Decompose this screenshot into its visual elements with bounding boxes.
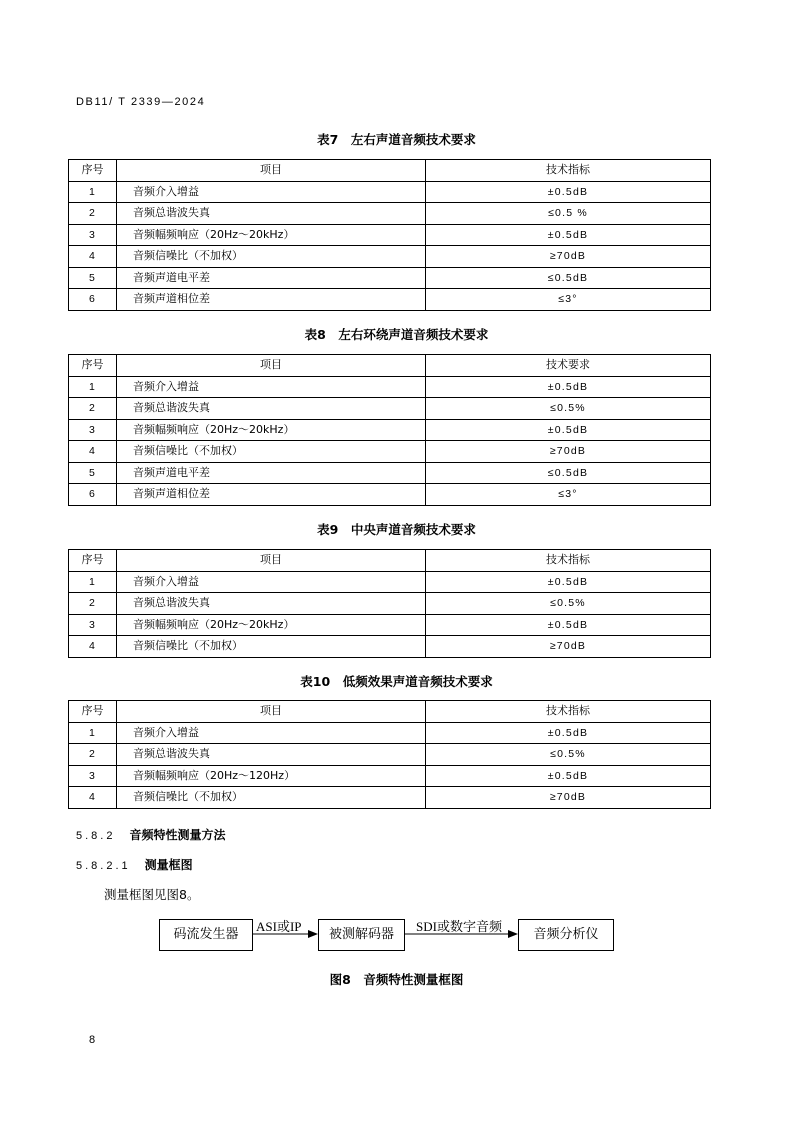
cell-no: 6 bbox=[69, 289, 117, 311]
arrow-label-2: SDI或数字音频 bbox=[416, 919, 502, 934]
cell-item: 音频信噪比（不加权） bbox=[117, 636, 426, 658]
cell-no: 2 bbox=[69, 398, 117, 420]
header-item: 项目 bbox=[117, 550, 426, 572]
header-spec: 技术要求 bbox=[426, 355, 711, 377]
cell-spec: ≤0.5% bbox=[426, 744, 711, 766]
cell-item: 音频总谐波失真 bbox=[117, 744, 426, 766]
cell-no: 4 bbox=[69, 636, 117, 658]
cell-spec: ≤0.5 % bbox=[426, 203, 711, 225]
subsection-number: 5.8.2.1 bbox=[76, 860, 131, 872]
cell-no: 5 bbox=[69, 462, 117, 484]
cell-item: 音频总谐波失真 bbox=[117, 398, 426, 420]
cell-spec: ±0.5dB bbox=[426, 765, 711, 787]
arrowhead-1-icon bbox=[308, 930, 318, 938]
header-no: 序号 bbox=[69, 355, 117, 377]
arrow-label-1: ASI或IP bbox=[256, 919, 302, 934]
cell-spec: ±0.5dB bbox=[426, 376, 711, 398]
cell-item: 音频幅频响应（20Hz～20kHz） bbox=[117, 614, 426, 636]
cell-spec: ≤0.5% bbox=[426, 398, 711, 420]
header-item: 项目 bbox=[117, 160, 426, 182]
table-caption-7: 表7 左右声道音频技术要求 bbox=[317, 132, 476, 147]
header-spec: 技术指标 bbox=[426, 701, 711, 723]
cell-spec: ±0.5dB bbox=[426, 571, 711, 593]
subsection-title: 测量框图 bbox=[144, 858, 193, 872]
header-no: 序号 bbox=[69, 701, 117, 723]
cell-item: 音频声道电平差 bbox=[117, 462, 426, 484]
cell-spec: ≤3° bbox=[426, 289, 711, 311]
cell-no: 4 bbox=[69, 787, 117, 809]
cell-spec: ±0.5dB bbox=[426, 722, 711, 744]
table-caption-8: 表8 左右环绕声道音频技术要求 bbox=[304, 327, 489, 342]
table-caption-10: 表10 低频效果声道音频技术要求 bbox=[300, 674, 493, 689]
cell-item: 音频幅频响应（20Hz～120Hz） bbox=[117, 765, 426, 787]
header-no: 序号 bbox=[69, 160, 117, 182]
cell-item: 音频信噪比（不加权） bbox=[117, 787, 426, 809]
cell-item: 音频声道相位差 bbox=[117, 289, 426, 311]
cell-item: 音频信噪比（不加权） bbox=[117, 246, 426, 268]
cell-spec: ±0.5dB bbox=[426, 181, 711, 203]
cell-item: 音频总谐波失真 bbox=[117, 203, 426, 225]
cell-spec: ±0.5dB bbox=[426, 419, 711, 441]
diagram-box-analyzer: 音频分析仪 bbox=[518, 919, 614, 951]
cell-no: 2 bbox=[69, 744, 117, 766]
table-caption-9: 表9 中央声道音频技术要求 bbox=[317, 522, 476, 537]
cell-no: 3 bbox=[69, 224, 117, 246]
cell-no: 6 bbox=[69, 484, 117, 506]
cell-no: 4 bbox=[69, 246, 117, 268]
cell-spec: ≥70dB bbox=[426, 787, 711, 809]
cell-no: 1 bbox=[69, 181, 117, 203]
cell-item: 音频介入增益 bbox=[117, 571, 426, 593]
page-number: 8 bbox=[89, 1034, 96, 1046]
cell-item: 音频介入增益 bbox=[117, 181, 426, 203]
cell-no: 1 bbox=[69, 376, 117, 398]
cell-no: 2 bbox=[69, 203, 117, 225]
cell-item: 音频信噪比（不加权） bbox=[117, 441, 426, 463]
cell-no: 3 bbox=[69, 614, 117, 636]
header-spec: 技术指标 bbox=[426, 160, 711, 182]
cell-item: 音频声道相位差 bbox=[117, 484, 426, 506]
figure-caption: 图8 音频特性测量框图 bbox=[329, 972, 464, 987]
cell-item: 音频介入增益 bbox=[117, 376, 426, 398]
cell-spec: ±0.5dB bbox=[426, 224, 711, 246]
arrowhead-2-icon bbox=[508, 930, 518, 938]
cell-spec: ≥70dB bbox=[426, 441, 711, 463]
cell-no: 3 bbox=[69, 765, 117, 787]
cell-spec: ≥70dB bbox=[426, 636, 711, 658]
cell-spec: ≤3° bbox=[426, 484, 711, 506]
cell-item: 音频声道电平差 bbox=[117, 267, 426, 289]
cell-no: 1 bbox=[69, 722, 117, 744]
cell-item: 音频幅频响应（20Hz～20kHz） bbox=[117, 419, 426, 441]
header-item: 项目 bbox=[117, 701, 426, 723]
cell-item: 音频介入增益 bbox=[117, 722, 426, 744]
cell-item: 音频幅频响应（20Hz～20kHz） bbox=[117, 224, 426, 246]
cell-no: 1 bbox=[69, 571, 117, 593]
cell-spec: ≤0.5% bbox=[426, 593, 711, 615]
header-item: 项目 bbox=[117, 355, 426, 377]
diagram-box-generator: 码流发生器 bbox=[159, 919, 253, 951]
diagram-box-decoder: 被测解码器 bbox=[318, 919, 405, 951]
cell-spec: ±0.5dB bbox=[426, 614, 711, 636]
section-number: 5.8.2 bbox=[76, 830, 116, 842]
section-title: 音频特性测量方法 bbox=[129, 828, 226, 842]
paragraph: 测量框图见图8。 bbox=[104, 887, 200, 902]
cell-spec: ≤0.5dB bbox=[426, 267, 711, 289]
cell-spec: ≤0.5dB bbox=[426, 462, 711, 484]
cell-no: 2 bbox=[69, 593, 117, 615]
cell-no: 4 bbox=[69, 441, 117, 463]
header-no: 序号 bbox=[69, 550, 117, 572]
document-id: DB11/ T 2339—2024 bbox=[76, 96, 206, 108]
cell-no: 5 bbox=[69, 267, 117, 289]
cell-no: 3 bbox=[69, 419, 117, 441]
cell-spec: ≥70dB bbox=[426, 246, 711, 268]
header-spec: 技术指标 bbox=[426, 550, 711, 572]
cell-item: 音频总谐波失真 bbox=[117, 593, 426, 615]
